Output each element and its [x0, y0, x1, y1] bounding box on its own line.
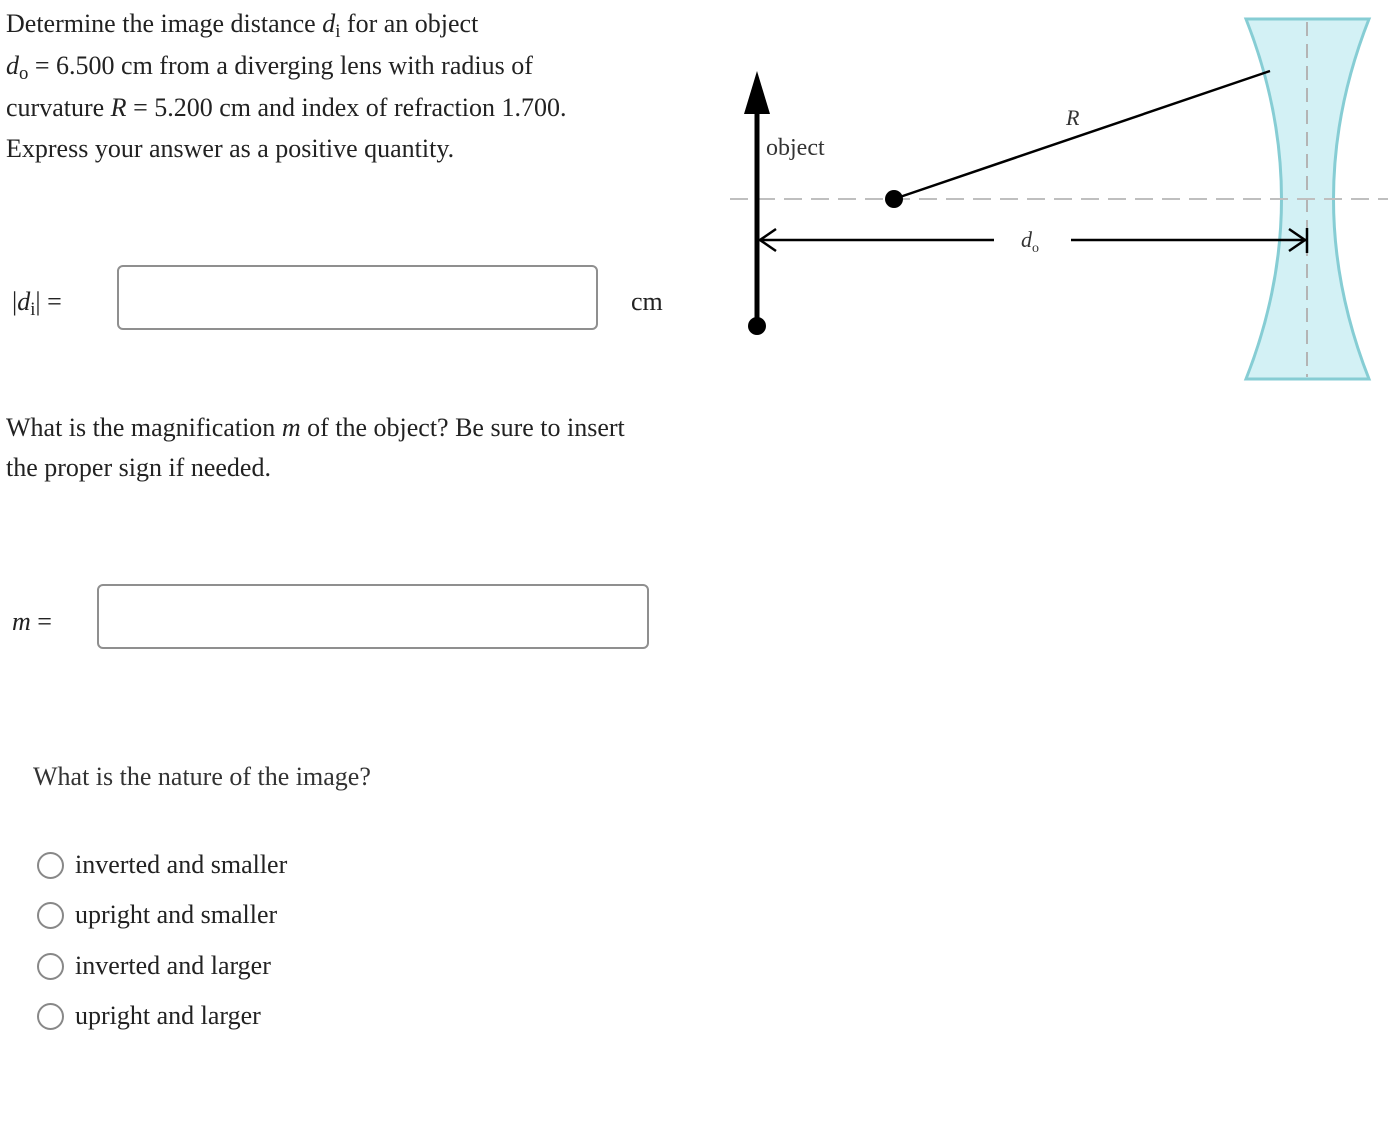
object-label: object: [766, 135, 825, 161]
m-answer-input[interactable]: [97, 584, 649, 649]
option-label: upright and larger: [75, 1001, 261, 1030]
di-answer-label: $|d_i|$ =: [12, 287, 62, 321]
nature-question: What is the nature of the image?: [33, 762, 371, 791]
do-label: $d_o$: [1021, 227, 1039, 256]
m-symbol: m: [281, 413, 301, 442]
radius-line: [894, 71, 1270, 199]
do-value: 6.500 cm: [56, 51, 153, 80]
do-symbol: d: [6, 51, 19, 80]
di-symbol: d: [322, 9, 336, 38]
question2-line1: What is the magnification m of the object? Be sure to insert: [6, 413, 625, 442]
option-label: upright and smaller: [75, 900, 278, 929]
radio-button[interactable]: [37, 902, 64, 929]
question1-line3: curvature R = 5.200 cm and index of refraction 1.700.: [6, 93, 567, 122]
object-arrowhead: [744, 71, 770, 114]
di-unit-label: cm: [631, 287, 663, 316]
question2-line2: the proper sign if needed.: [6, 453, 271, 482]
radio-button[interactable]: [37, 953, 64, 980]
lens-diagram: [0, 0, 1388, 400]
option-label: inverted and smaller: [75, 850, 288, 879]
option-label: inverted and larger: [75, 951, 271, 980]
R-label: R: [1066, 105, 1080, 130]
option-inverted-smaller[interactable]: [37, 848, 287, 882]
option-upright-larger[interactable]: [37, 999, 261, 1033]
option-upright-smaller[interactable]: [37, 898, 277, 932]
object-base-dot: [748, 317, 766, 335]
option-inverted-larger[interactable]: [37, 949, 271, 983]
question1-instruction: Express your answer as a positive quantity.: [6, 134, 455, 163]
R-value: 5.200 cm: [154, 93, 251, 122]
R-symbol: R: [110, 93, 127, 122]
m-answer-label: m =: [12, 607, 52, 636]
center-of-curvature-dot: [885, 190, 903, 208]
question1-line1: Determine the image distance $d_i$ for an object: [6, 9, 479, 43]
n-value: 1.700: [501, 93, 561, 122]
radio-button[interactable]: [37, 852, 64, 879]
question1-line2: $d_o = 6.500$ cm from a diverging lens with radius of: [6, 51, 533, 85]
radio-button[interactable]: [37, 1003, 64, 1030]
